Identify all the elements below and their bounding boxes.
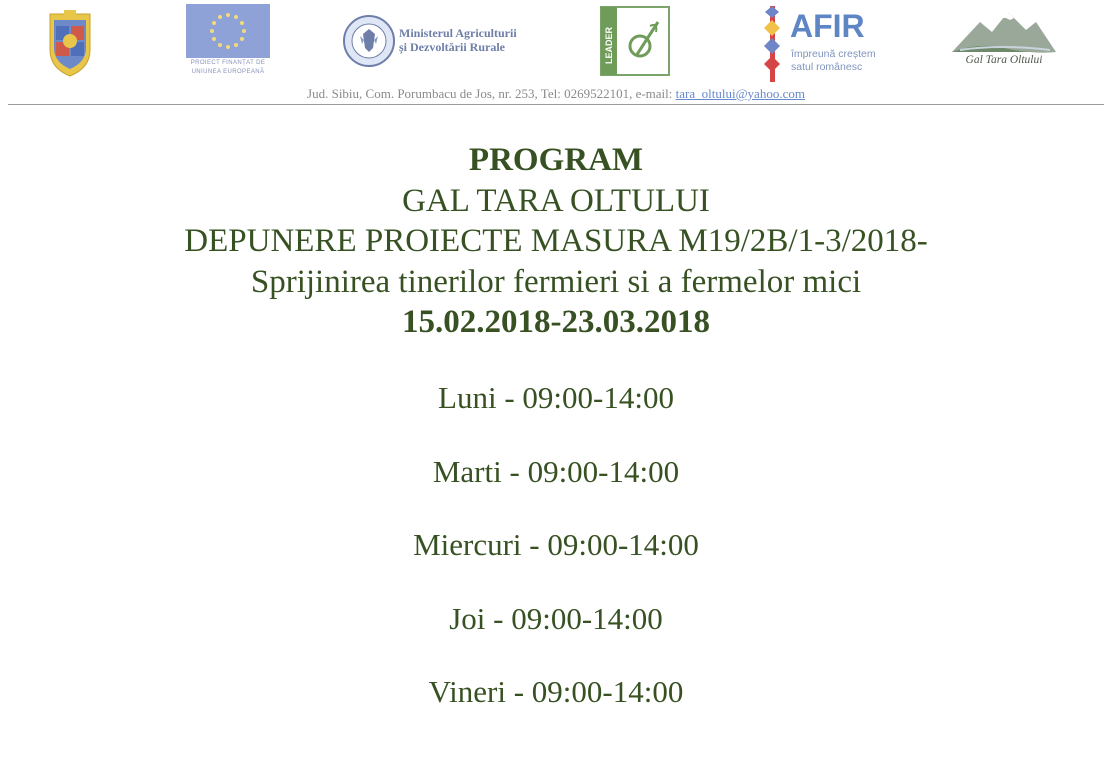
measure-description: Sprijinirea tinerilor fermieri si a fermelor mici [250, 263, 862, 300]
leader-logo [600, 6, 670, 76]
submission-period: 15.02.2018-23.03.2018 [402, 304, 710, 340]
organization-name: GAL TARA OLTULUI [402, 182, 710, 219]
afir-tagline-1: împreună creștem [791, 48, 876, 60]
afir-tagline-2: satul românesc [791, 61, 863, 73]
schedule-hours: 09:00-14:00 [511, 601, 663, 636]
eu-caption-1: PROIECT FINANȚAT DE [190, 60, 266, 66]
schedule-hours: 09:00-14:00 [522, 380, 674, 415]
schedule-hours: 09:00-14:00 [547, 527, 699, 562]
schedule-day: Joi [449, 601, 486, 636]
schedule-row-luni: Luni - 09:00-14:00 [438, 380, 674, 415]
ministry-agriculture-logo [342, 14, 558, 72]
email-link[interactable]: tara_oltului@yahoo.com [675, 86, 805, 101]
government-seal-icon [342, 14, 396, 68]
header-divider [8, 104, 1104, 105]
ministry-line-2: și Dezvoltării Rurale [399, 40, 505, 54]
schedule-row-joi: Joi - 09:00-14:00 [449, 601, 663, 636]
program-title: PROGRAM [468, 142, 644, 178]
eu-flag-logo [186, 4, 270, 74]
afir-name: AFIR [790, 8, 865, 44]
eu-flag-icon [186, 4, 270, 58]
schedule-day: Luni [438, 380, 497, 415]
ministry-line-1: Ministerul Agriculturii [399, 26, 517, 40]
contact-line [0, 86, 1112, 102]
schedule-hours: 09:00-14:00 [531, 674, 684, 709]
schedule-day: Vineri [428, 674, 506, 709]
schedule-row-vineri: Vineri - 09:00-14:00 [428, 674, 684, 709]
romania-coat-of-arms-logo [44, 10, 96, 80]
schedule-day: Miercuri [413, 527, 522, 562]
logo-strip [0, 0, 1120, 86]
afir-logo [760, 6, 880, 82]
gal-logo-text: Gal Tara Oltului [965, 54, 1043, 66]
measure-title: DEPUNERE PROIECTE MASURA M19/2B/1-3/2018- [184, 223, 928, 259]
gal-tara-oltului-logo [950, 8, 1058, 74]
schedule-row-miercuri: Miercuri - 09:00-14:00 [413, 527, 699, 562]
schedule-row-marti: Marti - 09:00-14:00 [432, 454, 680, 489]
schedule-hours: 09:00-14:00 [527, 454, 680, 489]
svg-text:LEADER: LEADER [604, 26, 614, 64]
schedule-day: Marti [432, 454, 502, 489]
announcement [0, 140, 1112, 343]
eu-caption-2: UNIUNEA EUROPEANĂ [191, 69, 265, 75]
contact-text: Jud. Sibiu, Com. Porumbacu de Jos, nr. 253, Tel: 0269522101, e-mail: [307, 86, 676, 101]
